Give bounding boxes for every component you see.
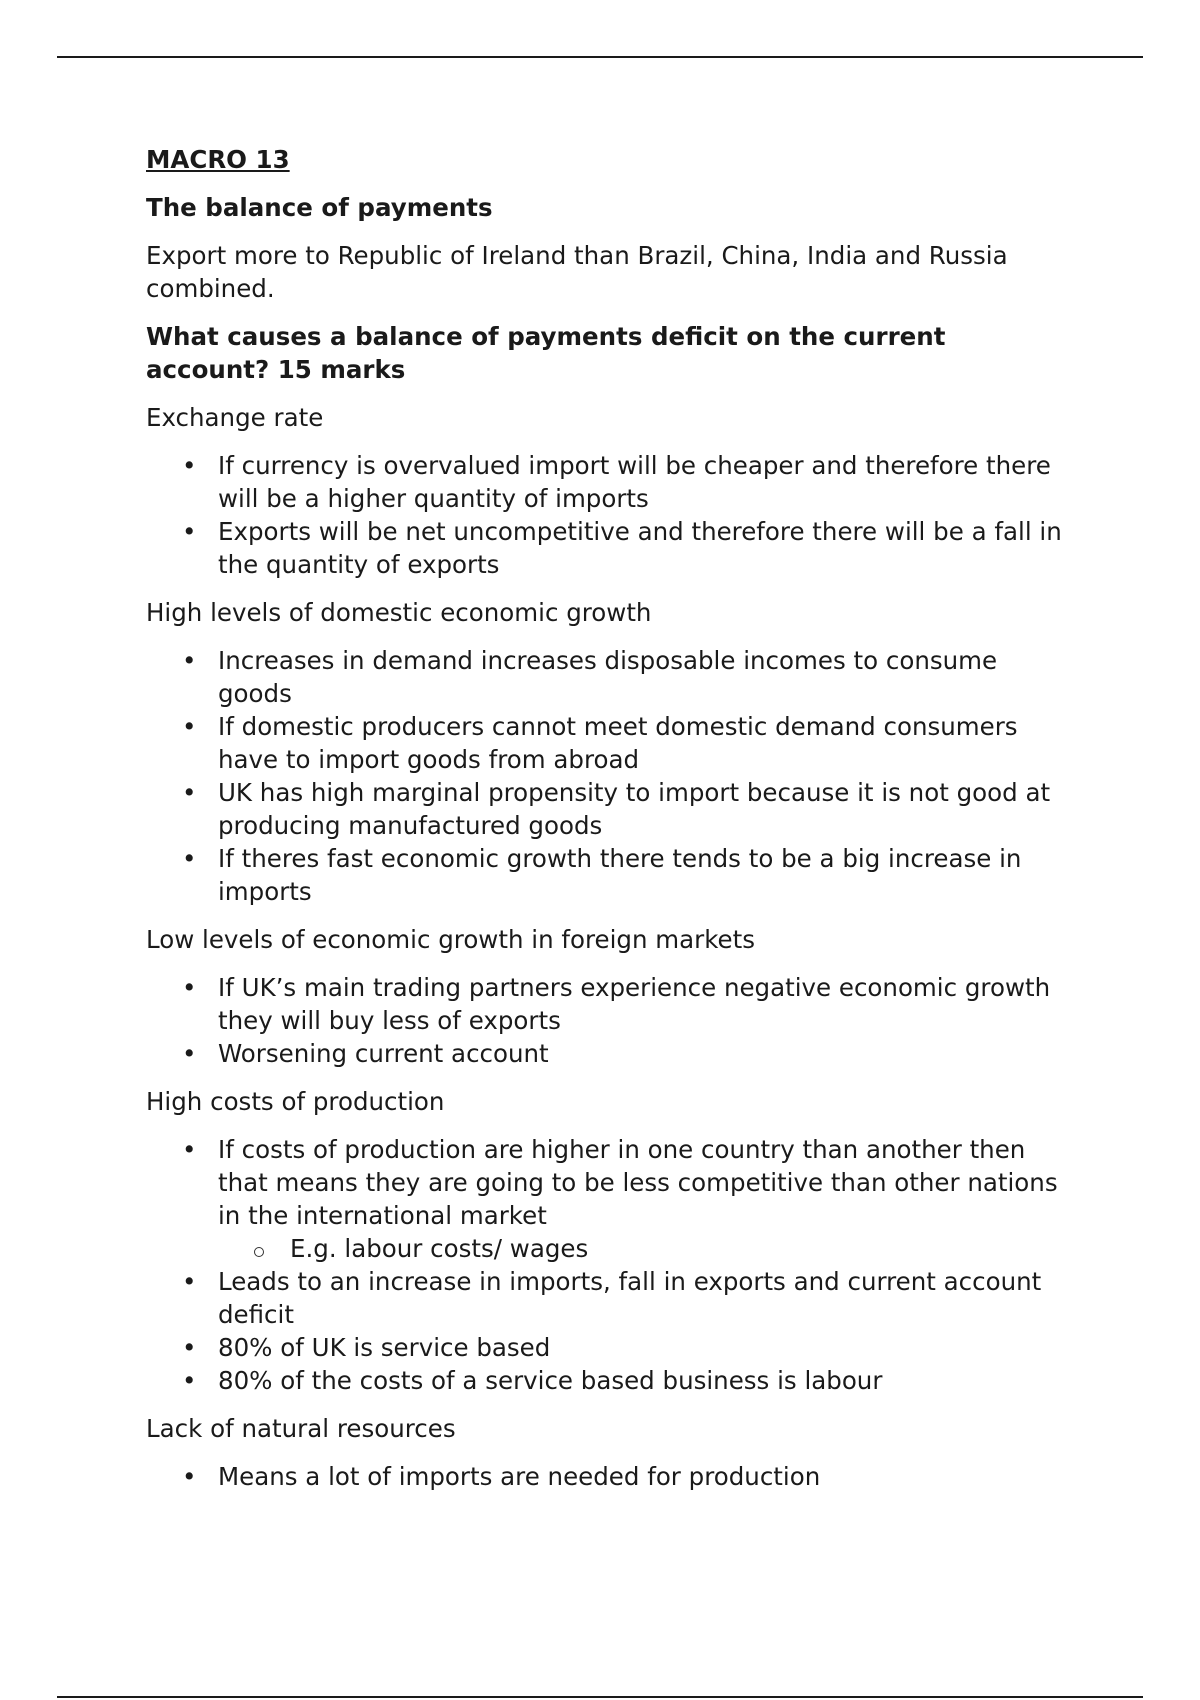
list-item — [146, 1331, 1076, 1364]
bullet-icon: • — [182, 712, 197, 741]
list-item-text: Worsening current account — [218, 1039, 549, 1068]
bullet-list-exchange-rate — [146, 449, 1076, 581]
bullet-list-natural-resources — [146, 1460, 1076, 1493]
section-heading-foreign-growth: Low levels of economic growth in foreign markets — [146, 925, 755, 954]
circle-bullet-icon — [254, 1247, 264, 1257]
document-title: MACRO 13 — [146, 145, 290, 174]
list-item — [146, 710, 1076, 776]
section-heading-domestic-growth: High levels of domestic economic growth — [146, 598, 652, 627]
bullet-icon: • — [182, 1462, 197, 1491]
list-item-text: If costs of production are higher in one country than another then that means they are going to be less competitive than other nations in the international market — [218, 1135, 1058, 1230]
list-item — [146, 842, 1076, 908]
list-item — [146, 1460, 1076, 1493]
bullet-icon: • — [182, 1267, 197, 1296]
list-item — [146, 515, 1076, 581]
sub-bullet-list — [218, 1232, 1076, 1265]
list-item — [146, 1265, 1076, 1331]
intro-paragraph: Export more to Republic of Ireland than Brazil, China, India and Russia combined. — [146, 241, 1008, 303]
sub-list-item — [218, 1232, 1076, 1265]
bullet-icon: • — [182, 778, 197, 807]
list-item — [146, 1133, 1076, 1265]
bullet-icon: • — [182, 646, 197, 675]
list-item-text: If UK’s main trading partners experience negative economic growth they will buy less of exports — [218, 973, 1051, 1035]
bullet-icon: • — [182, 973, 197, 1002]
document-body — [146, 143, 1076, 1508]
bullet-list-domestic-growth — [146, 644, 1076, 908]
document-subtitle: The balance of payments — [146, 193, 493, 222]
list-item-text: If domestic producers cannot meet domestic demand consumers have to import goods from abroad — [218, 712, 1018, 774]
section-heading-exchange-rate: Exchange rate — [146, 403, 324, 432]
bullet-icon: • — [182, 1135, 197, 1164]
sub-list-item-text: E.g. labour costs/ wages — [290, 1234, 589, 1263]
list-item-text: Means a lot of imports are needed for production — [218, 1462, 821, 1491]
list-item — [146, 971, 1076, 1037]
header-rule — [57, 56, 1143, 58]
list-item-text: UK has high marginal propensity to import because it is not good at producing manufactured goods — [218, 778, 1051, 840]
list-item-text: 80% of UK is service based — [218, 1333, 551, 1362]
section-heading-natural-resources: Lack of natural resources — [146, 1414, 456, 1443]
list-item-text: If currency is overvalued import will be cheaper and therefore there will be a higher quantity of imports — [218, 451, 1051, 513]
bullet-icon: • — [182, 517, 197, 546]
list-item-text: 80% of the costs of a service based business is labour — [218, 1366, 883, 1395]
bullet-list-costs-of-production — [146, 1133, 1076, 1397]
bullet-icon: • — [182, 451, 197, 480]
list-item-text: If theres fast economic growth there tends to be a big increase in imports — [218, 844, 1022, 906]
list-item — [146, 644, 1076, 710]
list-item-text: Increases in demand increases disposable incomes to consume goods — [218, 646, 998, 708]
list-item — [146, 449, 1076, 515]
list-item — [146, 1364, 1076, 1397]
list-item-text: Leads to an increase in imports, fall in exports and current account deficit — [218, 1267, 1042, 1329]
bullet-icon: • — [182, 1333, 197, 1362]
bullet-icon: • — [182, 1039, 197, 1068]
list-item-text: Exports will be net uncompetitive and therefore there will be a fall in the quantity of exports — [218, 517, 1062, 579]
section-heading-costs-of-production: High costs of production — [146, 1087, 445, 1116]
bullet-list-foreign-growth — [146, 971, 1076, 1070]
list-item — [146, 1037, 1076, 1070]
footer-rule — [57, 1696, 1143, 1698]
bullet-icon: • — [182, 1366, 197, 1395]
bullet-icon: • — [182, 844, 197, 873]
question-heading: What causes a balance of payments deficit on the current account? 15 marks — [146, 322, 946, 384]
list-item — [146, 776, 1076, 842]
